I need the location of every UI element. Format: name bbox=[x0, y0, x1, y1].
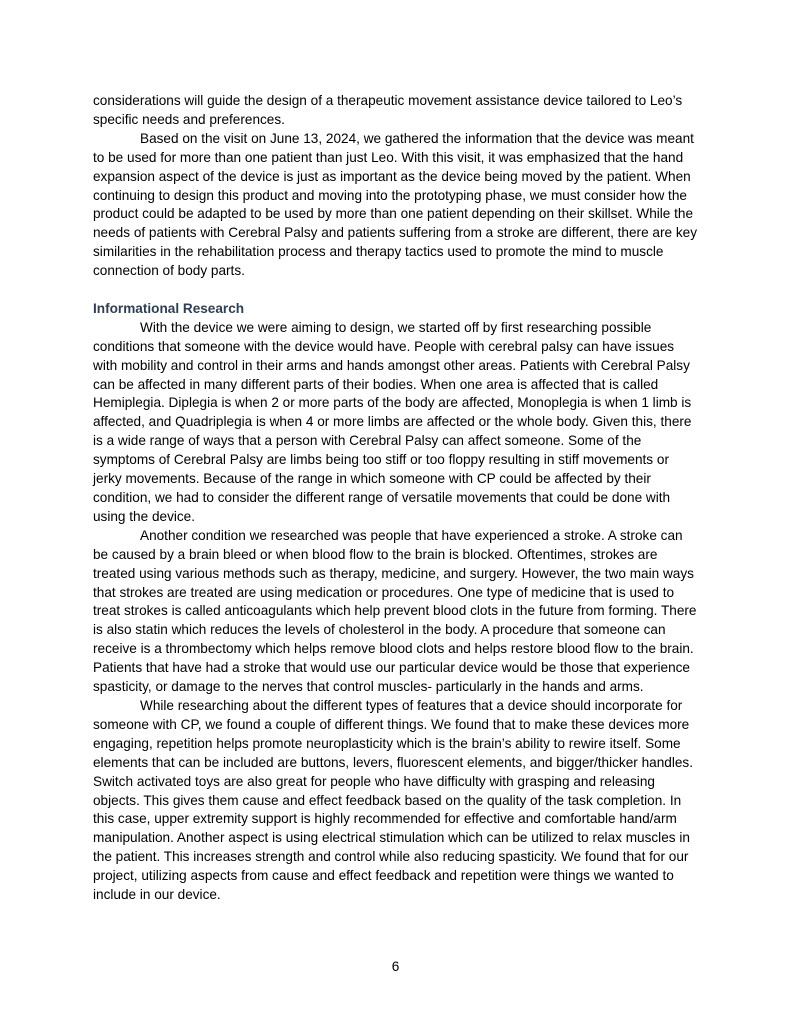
page-body bbox=[93, 92, 698, 905]
paragraph-visit-summary: Based on the visit on June 13, 2024, we gathered the information that the device was meant to be used for more than one patient than just Leo. With this visit, it was emphasized that the hand expansion aspect of the device is just as important as the device being moved by the patient. When continuing to design this product and moving into the prototyping phase, we must consider how the product could be adapted to be used by more than one patient depending on their skillset. While the needs of patients with Cerebral Palsy and patients suffering from a stroke are different, there are key similarities in the rehabilitation process and therapy tactics used to promote the mind to muscle connection of body parts. bbox=[93, 130, 697, 279]
page-number: 6 bbox=[391, 959, 400, 974]
paragraph-stroke: Another condition we researched was people that have experienced a stroke. A stroke can be caused by a brain bleed or when blood flow to the brain is blocked. Oftentimes, strokes are treated using various methods such as therapy, medicine, and surgery. However, the two main ways that strokes are treated are using medication or procedures. One type of medicine that is used to treat strokes is called anticoagulants which help prevent blood clots in the future from forming. There is also statin which reduces the levels of cholesterol in the body. A procedure that someone can receive is a thrombectomy which helps remove blood clots and helps restore blood flow to the brain. Patients that have had a stroke that would use our particular device would be those that experience spasticity, or damage to the nerves that control muscles- particularly in the hands and arms. bbox=[93, 527, 697, 695]
section-heading: Informational Research bbox=[93, 300, 245, 316]
paragraph-cerebral-palsy: With the device we were aiming to design, we started off by first researching possible conditions that someone with the device would have. People with cerebral palsy can have issues with mobility and control in their arms and hands amongst other areas. Patients with Cerebral Palsy can be affected in many different parts of their bodies. When one area is affected that is called Hemiplegia. Diplegia is when 2 or more parts of the body are affected, Monoplegia is when 1 limb is affected, and Quadriplegia is when 4 or more limbs are affected or the whole body. Given this, there is a wide range of ways that a person with Cerebral Palsy can affect someone. Some of the symptoms of Cerebral Palsy are limbs being too stiff or too floppy resulting in stiff movements or jerky movements. Because of the range in which someone with CP could be affected by their condition, we had to consider the different range of versatile movements that could be done with using the device. bbox=[93, 319, 692, 524]
paragraph-device-features: While researching about the different types of features that a device should incorporate for someone with CP, we found a couple of different things. We found that to make these devices more engaging, repetition helps promote neuroplasticity which is the brain’s ability to rewire itself. Some elements that can be included are buttons, levers, fluorescent elements, and bigger/thicker handles. Switch activated toys are also great for people who have difficulty with grasping and releasing objects. This gives them cause and effect feedback based on the quality of the task completion. In this case, upper extremity support is highly recommended for effective and comfortable hand/arm manipulation. Another aspect is using electrical stimulation which can be utilized to relax muscles in the patient. This increases strength and control while also reducing spasticity. We found that for our project, utilizing aspects from cause and effect feedback and repetition were things we wanted to include in our device. bbox=[93, 697, 693, 903]
paragraph-continued: considerations will guide the design of a therapeutic movement assistance device tailored to Leo’s specific needs and preferences. bbox=[93, 93, 683, 127]
paragraph-spacer bbox=[93, 281, 698, 300]
